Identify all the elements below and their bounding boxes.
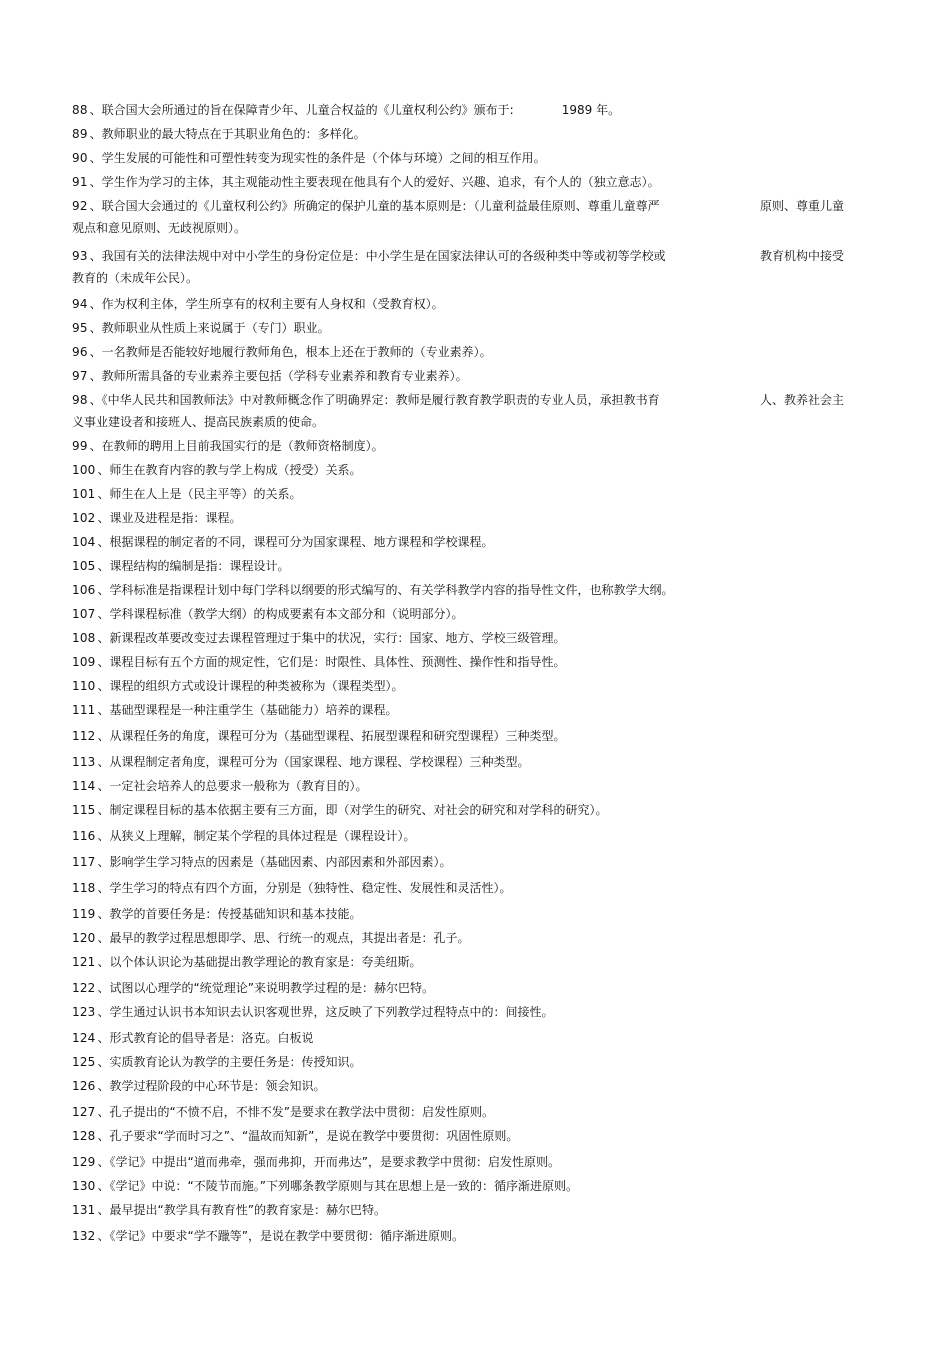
item-text: 、教师职业的最大特点在于其职业角色的：多样化。	[89, 127, 366, 141]
item-number: 90	[72, 151, 88, 165]
item-text: 、最早的教学过程思想即学、思、行统一的观点，其提出者是：孔子。	[97, 931, 470, 945]
item-number: 107	[72, 607, 96, 621]
item-number: 115	[72, 803, 96, 817]
item-text: 、学生通过认识书本知识去认识客观世界，这反映了下列教学过程特点中的：间接性。	[97, 1005, 554, 1019]
item-text: 、课业及进程是指：课程。	[97, 511, 242, 525]
item-number: 117	[72, 855, 96, 869]
item-number: 99	[72, 439, 88, 453]
list-item	[72, 148, 862, 168]
item-number: 102	[72, 511, 96, 525]
item-text: 、实质教育论认为教学的主要任务是：传授知识。	[97, 1055, 362, 1069]
item-number: 111	[72, 703, 96, 717]
item-text: 、孔子要求“学而时习之”、“温故而知新”，是说在教学中要贯彻：巩固性原则。	[97, 1129, 519, 1143]
item-number: 94	[72, 297, 88, 311]
item-number: 109	[72, 655, 96, 669]
item-number: 124	[72, 1031, 96, 1045]
item-number: 108	[72, 631, 96, 645]
item-text: 、课程的组织方式或设计课程的种类被称为（课程类型）。	[97, 679, 404, 693]
item-text: 、教师所需具备的专业素养主要包括（学科专业素养和教育专业素养）。	[89, 369, 468, 383]
list-item	[72, 676, 862, 696]
list-item	[72, 1226, 862, 1246]
list-item	[72, 172, 862, 192]
item-number: 110	[72, 679, 96, 693]
item-number: 121	[72, 955, 96, 969]
list-item	[72, 366, 862, 386]
item-number: 91	[72, 175, 88, 189]
item-number: 113	[72, 755, 96, 769]
item-text: 、在教师的聘用上目前我国实行的是（教师资格制度）。	[89, 439, 384, 453]
list-item	[72, 826, 862, 846]
item-number: 125	[72, 1055, 96, 1069]
item-text: 、联合国大会通过的《儿童权利公约》所确定的保护儿童的基本原则是：（儿童利益最佳原则、尊重儿童尊严	[89, 199, 660, 213]
list-item	[72, 196, 862, 216]
item-number: 130	[72, 1179, 96, 1193]
list-item	[72, 604, 862, 624]
list-item	[72, 878, 862, 898]
list-item	[72, 556, 862, 576]
item-text: 、联合国大会所通过的旨在保障青少年、儿童合权益的《儿童权利公约》颁布于:	[89, 103, 514, 117]
item-text: 、形式教育论的倡导者是：洛克。白板说	[97, 1031, 314, 1045]
item-text: 、学生学习的特点有四个方面，分别是（独特性、稳定性、发展性和灵活性）。	[97, 881, 512, 895]
list-item	[72, 1076, 862, 1096]
item-text-right-column: 人、教养社会主	[760, 393, 845, 407]
item-text: 、学生作为学习的主体，其主观能动性主要表现在他具有个人的爱好、兴趣、追求，有个人的（独立意志）。	[89, 175, 660, 189]
item-text: 、教师职业从性质上来说属于（专门）职业。	[89, 321, 330, 335]
list-item	[72, 952, 862, 972]
item-text: 、影响学生学习特点的因素是（基础因素、内部因素和外部因素）。	[97, 855, 452, 869]
item-number: 95	[72, 321, 88, 335]
list-item	[72, 484, 862, 504]
list-item	[72, 1052, 862, 1072]
list-item	[72, 294, 862, 314]
item-text: 、孔子提出的“不愤不启，不悱不发”是要求在教学法中贯彻：启发性原则。	[97, 1105, 494, 1119]
list-item	[72, 318, 862, 338]
item-continuation: 观点和意见原则、无歧视原则）。	[72, 221, 247, 235]
item-number: 123	[72, 1005, 96, 1019]
item-number: 120	[72, 931, 96, 945]
item-text: 、学生发展的可能性和可塑性转变为现实性的条件是（个体与环境）之间的相互作用。	[89, 151, 546, 165]
list-item	[72, 1126, 862, 1146]
list-item	[72, 1176, 862, 1196]
list-item	[72, 776, 862, 796]
item-number: 93	[72, 249, 88, 263]
item-number: 122	[72, 981, 96, 995]
item-number: 112	[72, 729, 96, 743]
item-number: 98	[72, 393, 88, 407]
item-text: 、制定课程目标的基本依据主要有三方面，即（对学生的研究、对社会的研究和对学科的研究）。	[97, 803, 608, 817]
item-text: 、《中华人民共和国教师法》中对教师概念作了明确界定：教师是履行教育教学职责的专业人员，承担教书育	[89, 393, 660, 407]
list-item	[72, 752, 862, 772]
item-number: 106	[72, 583, 96, 597]
list-item	[72, 436, 862, 456]
list-item	[72, 978, 862, 998]
item-text: 、《学记》中要求“学不躐等”，是说在教学中要贯彻：循序渐进原则。	[97, 1229, 464, 1243]
list-item	[72, 124, 862, 144]
item-text: 、从课程制定者角度，课程可分为（国家课程、地方课程、学校课程）三种类型。	[97, 755, 530, 769]
item-text: 、我国有关的法律法规中对中小学生的身份定位是：中小学生是在国家法律认可的各级种类中等或初等学校或	[89, 249, 666, 263]
item-text: 、教学的首要任务是：传授基础知识和基本技能。	[97, 907, 362, 921]
item-text: 、从狭义上理解，制定某个学程的具体过程是（课程设计）。	[97, 829, 416, 843]
list-item	[72, 800, 862, 820]
item-number: 104	[72, 535, 96, 549]
list-item	[72, 1002, 862, 1022]
item-number: 100	[72, 463, 96, 477]
item-number: 97	[72, 369, 88, 383]
item-text: 、师生在人上是（民主平等）的关系。	[97, 487, 302, 501]
item-text: 、学科标准是指课程计划中每门学科以纲要的形式编写的、有关学科教学内容的指导性文件，也称教学大纲。	[97, 583, 674, 597]
item-text: 、学科课程标准（教学大纲）的构成要素有本文部分和（说明部分）。	[97, 607, 464, 621]
list-item	[72, 652, 862, 672]
item-text: 、《学记》中提出“道而弗牵，强而弗抑，开而弗达”，是要求教学中贯彻：启发性原则。	[97, 1155, 560, 1169]
item-text: 、《学记》中说：“不陵节而施。”下列哪条教学原则与其在思想上是一致的：循序渐进原则。	[97, 1179, 578, 1193]
list-item	[72, 1152, 862, 1172]
list-item	[72, 852, 862, 872]
list-item	[72, 904, 862, 924]
list-item	[72, 246, 862, 266]
item-text: 、最早提出“教学具有教育性”的教育家是：赫尔巴特。	[97, 1203, 386, 1217]
item-text: 、试图以心理学的“统觉理论”来说明教学过程的是：赫尔巴特。	[97, 981, 434, 995]
item-continuation: 教育的（未成年公民）。	[72, 271, 199, 285]
item-number: 129	[72, 1155, 96, 1169]
list-item	[72, 580, 862, 600]
item-text: 、从课程任务的角度，课程可分为（基础型课程、拓展型课程和研究型课程）三种类型。	[97, 729, 566, 743]
item-number: 131	[72, 1203, 96, 1217]
item-text: 、根据课程的制定者的不同，课程可分为国家课程、地方课程和学校课程。	[97, 535, 494, 549]
item-text: 、教学过程阶段的中心环节是：领会知识。	[97, 1079, 326, 1093]
item-text: 、以个体认识论为基础提出教学理论的教育家是：夸美纽斯。	[97, 955, 422, 969]
item-number: 101	[72, 487, 96, 501]
item-text: 、新课程改革要改变过去课程管理过于集中的状况，实行：国家、地方、学校三级管理。	[97, 631, 566, 645]
item-text: 、基础型课程是一种注重学生（基础能力）培养的课程。	[97, 703, 398, 717]
list-item	[72, 460, 862, 480]
item-number: 114	[72, 779, 96, 793]
list-item	[72, 700, 862, 720]
list-item	[72, 1102, 862, 1122]
item-text: 、师生在教育内容的教与学上构成（授受）关系。	[97, 463, 362, 477]
list-item	[72, 100, 862, 120]
item-text-right-column: 原则、尊重儿童	[760, 199, 845, 213]
item-number: 127	[72, 1105, 96, 1119]
item-number: 126	[72, 1079, 96, 1093]
list-item	[72, 928, 862, 948]
list-item	[72, 726, 862, 746]
list-item	[72, 1028, 862, 1048]
item-text: 、作为权利主体，学生所享有的权利主要有人身权和（受教育权）。	[89, 297, 444, 311]
item-number: 118	[72, 881, 96, 895]
item-number: 119	[72, 907, 96, 921]
list-item	[72, 628, 862, 648]
list-item	[72, 342, 862, 362]
item-number: 92	[72, 199, 88, 213]
item-text: 、一定社会培养人的总要求一般称为（教育目的）。	[97, 779, 368, 793]
item-text-right-column: 教育机构中接受	[760, 249, 845, 263]
list-item	[72, 508, 862, 528]
item-year: 1989 年。	[561, 103, 621, 117]
item-number: 96	[72, 345, 88, 359]
list-item	[72, 1200, 862, 1220]
item-number: 105	[72, 559, 96, 573]
list-item	[72, 390, 862, 410]
item-text: 、课程结构的编制是指：课程设计。	[97, 559, 290, 573]
item-number: 128	[72, 1129, 96, 1143]
list-item	[72, 532, 862, 552]
item-number: 116	[72, 829, 96, 843]
item-number: 132	[72, 1229, 96, 1243]
item-text: 、一名教师是否能较好地履行教师角色，根本上还在于教师的（专业素养）。	[89, 345, 492, 359]
item-number: 89	[72, 127, 88, 141]
item-number: 88	[72, 103, 88, 117]
item-continuation: 义事业建设者和接班人、提高民族素质的使命。	[72, 415, 325, 429]
item-text: 、课程目标有五个方面的规定性，它们是：时限性、具体性、预测性、操作性和指导性。	[97, 655, 566, 669]
